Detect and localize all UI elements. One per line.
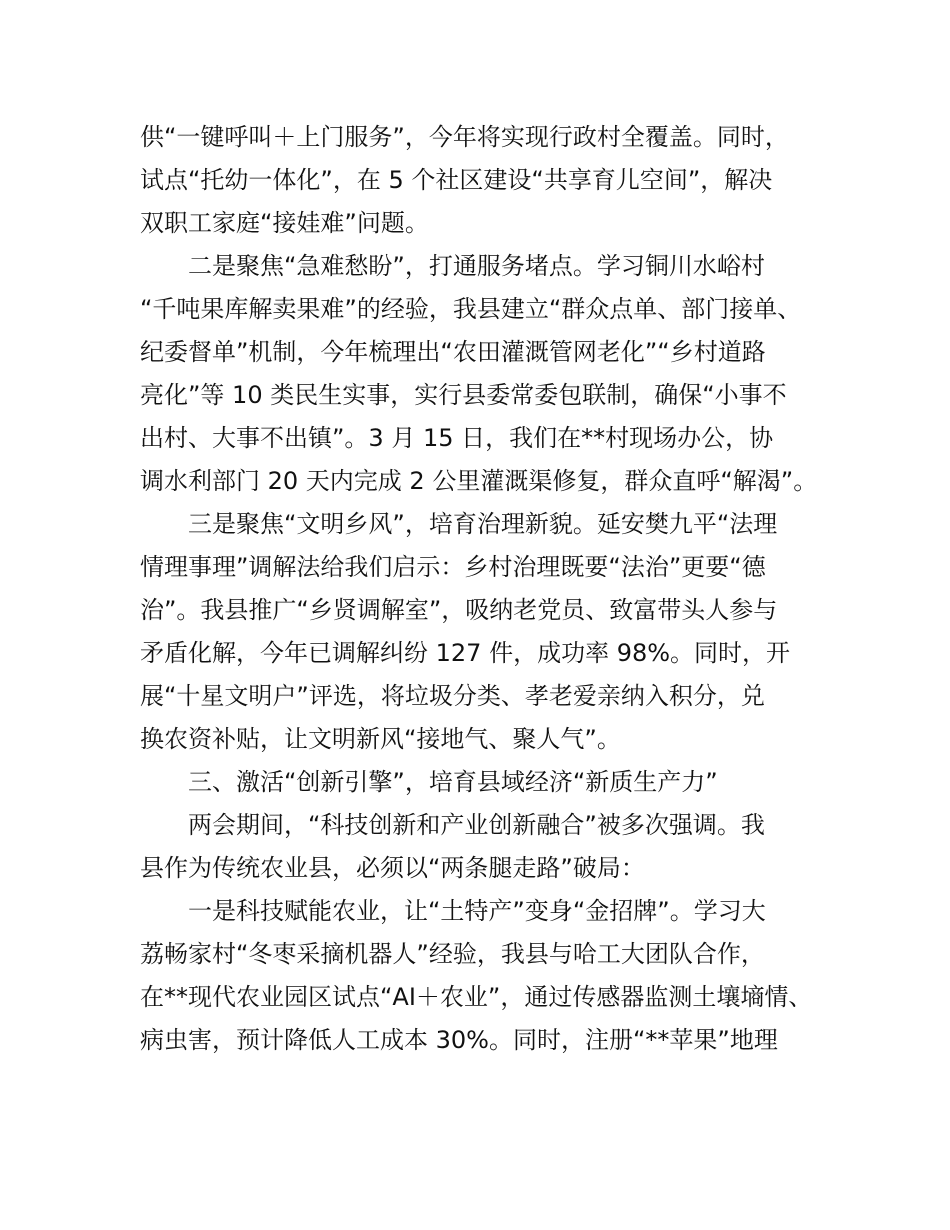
paragraph-two-sessions <box>140 804 830 890</box>
text-line: 治”。我县推广“乡贤调解室”，吸纳老党员、致富带头人参与 <box>140 596 778 624</box>
text-line: 纪委督单”机制，今年梳理出“农田灌溉管网老化”“乡村道路 <box>140 338 766 366</box>
text-line: 供“一键呼叫＋上门服务”，今年将实现行政村全覆盖。同时， <box>140 123 789 151</box>
text-line: 荔畅家村“冬枣采摘机器人”经验，我县与哈工大团队合作， <box>140 940 765 968</box>
paragraph-continuation <box>140 116 830 245</box>
text-line: 亮化”等 10 类民生实事，实行县委常委包联制，确保“小事不 <box>140 381 787 409</box>
paragraph-service-blockages <box>140 245 830 503</box>
section-heading-text: 三、激活“创新引擎”，培育县域经济“新质生产力” <box>188 768 718 796</box>
paragraph-civilized-customs <box>140 503 830 761</box>
text-line: 一是科技赋能农业，让“土特产”变身“金招牌”。学习大 <box>188 897 766 925</box>
text-line: “千吨果库解卖果难”的经验，我县建立“群众点单、部门接单、 <box>140 295 802 323</box>
paragraph-tech-agriculture <box>140 890 830 1062</box>
text-line: 展“十星文明户”评选，将垃圾分类、孝老爱亲纳入积分，兑 <box>140 682 765 710</box>
text-line: 情理事理”调解法给我们启示：乡村治理既要“法治”更要“德 <box>140 553 766 581</box>
text-line: 换农资补贴，让文明新风“接地气、聚人气”。 <box>140 725 621 753</box>
text-line: 双职工家庭“接娃难”问题。 <box>140 209 429 237</box>
text-line: 试点“托幼一体化”，在 5 个社区建设“共享育儿空间”，解决 <box>140 166 773 194</box>
text-line: 两会期间，“科技创新和产业创新融合”被多次强调。我 <box>188 811 765 839</box>
text-line: 县作为传统农业县，必须以“两条腿走路”破局： <box>140 854 645 882</box>
section-heading <box>140 761 830 804</box>
text-line: 二是聚焦“急难愁盼”，打通服务堵点。学习铜川水峪村 <box>188 252 765 280</box>
text-line: 矛盾化解，今年已调解纠纷 127 件，成功率 98%。同时，开 <box>140 639 791 667</box>
text-line: 三是聚焦“文明乡风”，培育治理新貌。延安樊九平“法理 <box>188 510 778 538</box>
document-body <box>140 116 830 1062</box>
text-line: 调水利部门 20 天内完成 2 公里灌溉渠修复，群众直呼“解渴”。 <box>140 467 818 495</box>
text-line: 出村、大事不出镇”。3 月 15 日，我们在**村现场办公，协 <box>140 424 774 452</box>
text-line: 在**现代农业园区试点“AI＋农业”，通过传感器监测土壤墒情、 <box>140 983 813 1011</box>
text-line: 病虫害，预计降低人工成本 30%。同时，注册“**苹果”地理 <box>140 1026 778 1054</box>
